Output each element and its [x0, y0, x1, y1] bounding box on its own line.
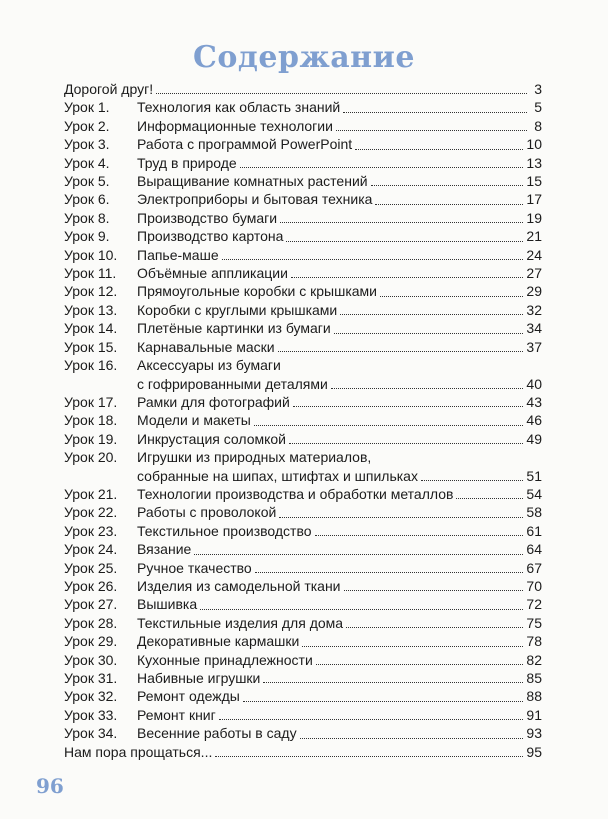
dot-leader: [240, 167, 524, 168]
toc-entry-line: [64, 577, 542, 595]
lesson-title: Папье-маше: [137, 246, 219, 263]
lesson-title: Производство бумаги: [137, 209, 278, 226]
dot-leader: [343, 112, 527, 113]
toc-entry[interactable]: [64, 117, 542, 135]
toc-entry-page: 37: [526, 338, 542, 355]
toc-entry-page: 27: [526, 265, 542, 282]
dot-leader: [286, 241, 523, 242]
toc-entry-page: 3: [534, 81, 542, 97]
toc-entry-line: [64, 522, 542, 540]
lesson-title: Технологии производства и обработки металлов: [137, 485, 454, 502]
dot-leader: [421, 480, 523, 481]
lesson-title: Ремонт одежды: [137, 688, 240, 705]
toc-entry-page: 61: [526, 522, 542, 539]
dot-leader: [355, 149, 523, 150]
toc-entry-line: [64, 540, 542, 558]
toc-entry-page: 64: [526, 541, 542, 558]
toc-entry[interactable]: [64, 98, 542, 116]
dot-leader: [219, 719, 524, 720]
toc-entry-line: [64, 430, 542, 448]
lesson-number: Урок 34.: [64, 725, 118, 742]
toc-entry[interactable]: [64, 448, 542, 485]
dot-leader: [263, 682, 523, 683]
toc-entry-page: 95: [526, 743, 542, 760]
toc-entry-page: 5: [534, 99, 542, 116]
toc-entry-line: [64, 98, 542, 116]
lesson-number: Урок 19.: [64, 430, 118, 447]
lesson-title: Информационные технологии: [137, 117, 333, 134]
lesson-number: Урок 18.: [64, 412, 118, 429]
toc-entry[interactable]: [64, 209, 542, 227]
lesson-number: Урок 29.: [64, 633, 118, 650]
toc-entry[interactable]: [64, 651, 542, 669]
dot-leader: [215, 756, 523, 757]
lesson-number: Урок 13.: [64, 301, 118, 318]
lesson-list: [64, 98, 542, 742]
toc-entry-line: [64, 632, 542, 650]
dot-leader: [200, 609, 523, 610]
dot-leader: [371, 185, 524, 186]
toc-entry-line: [64, 724, 542, 742]
dot-leader: [336, 130, 527, 131]
toc-entry[interactable]: [64, 338, 542, 356]
toc-entry-page: 17: [526, 191, 542, 208]
lesson-number: Урок 12.: [64, 283, 118, 300]
page-title: Содержание: [193, 40, 415, 75]
toc-entry-line: [64, 614, 542, 632]
lesson-number: Урок 20.: [64, 449, 118, 466]
toc-entry[interactable]: [64, 706, 542, 724]
dot-leader: [375, 204, 523, 205]
dot-leader: [291, 277, 524, 278]
toc-entry-page: 58: [526, 504, 542, 521]
lesson-number: Урок 4.: [64, 154, 110, 171]
toc-entry-line: [64, 172, 542, 190]
toc-entry[interactable]: [64, 724, 542, 742]
toc-entry-page: 13: [526, 154, 542, 171]
dot-leader: [315, 535, 524, 536]
toc-entry[interactable]: [64, 135, 542, 153]
toc-entry[interactable]: [64, 264, 542, 282]
lesson-title: Текстильные изделия для дома: [137, 614, 344, 631]
lesson-title: Весенние работы в саду: [137, 725, 297, 742]
toc-entry[interactable]: [64, 227, 542, 245]
lesson-title: Объёмные аппликации: [137, 265, 288, 282]
toc-entry-line: [64, 135, 542, 153]
toc-entry-line: [64, 264, 542, 282]
dot-leader: [280, 222, 523, 223]
toc-entry-page: 8: [534, 117, 542, 134]
toc-entry-page: 78: [526, 633, 542, 650]
dot-leader: [278, 351, 524, 352]
toc-entry-line: [64, 485, 542, 503]
toc-entry-line: [64, 687, 542, 705]
lesson-number: Урок 32.: [64, 688, 118, 705]
toc-entry[interactable]: [64, 282, 542, 300]
dot-leader: [334, 333, 524, 334]
dot-leader: [316, 664, 524, 665]
toc-entry-line: [64, 411, 542, 429]
dot-leader: [302, 646, 523, 647]
lesson-title: Прямоугольные коробки с крышками: [137, 283, 377, 300]
lesson-title: Вязание: [137, 541, 192, 558]
toc-entry-page: 75: [526, 614, 542, 631]
toc-entry-page: 67: [526, 559, 542, 576]
toc-entry[interactable]: [64, 687, 542, 705]
toc-entry-page: 19: [526, 209, 542, 226]
dot-leader: [254, 425, 524, 426]
lesson-number: Урок 23.: [64, 522, 118, 539]
toc-entry-page: 85: [526, 670, 542, 686]
toc-entry-page: 72: [526, 596, 542, 613]
lesson-title: Игрушки из природных материалов,: [137, 449, 372, 466]
toc-entry-page: 10: [526, 136, 542, 153]
toc-entry[interactable]: [64, 522, 542, 540]
dot-leader: [255, 572, 524, 573]
lesson-title: Набивные игрушки: [137, 670, 261, 686]
lesson-title: Работы с проволокой: [137, 504, 277, 521]
lesson-number: Урок 26.: [64, 577, 118, 594]
toc-entry[interactable]: [64, 190, 542, 208]
lesson-number: Урок 11.: [64, 265, 117, 282]
lesson-title: Плетёные картинки из бумаги: [137, 320, 331, 337]
toc-entry[interactable]: [64, 503, 542, 521]
toc-entry[interactable]: [64, 559, 542, 577]
lesson-title: Кухонные принадлежности: [137, 651, 313, 668]
toc-entry-line: [64, 117, 542, 135]
lesson-title: Модели и макеты: [137, 412, 251, 429]
lesson-title: Ручное ткачество: [137, 559, 252, 576]
dot-leader: [340, 314, 523, 315]
lesson-title: Вышивка: [137, 596, 198, 613]
toc-entry-line: [64, 338, 542, 356]
dot-leader: [456, 498, 523, 499]
toc-entry-line: [64, 246, 542, 264]
lesson-title: Работа с программой PowerPoint: [137, 136, 353, 153]
dot-leader: [222, 259, 524, 260]
toc-entry-page: 70: [526, 577, 542, 594]
lesson-number: Урок 2.: [64, 117, 110, 134]
lesson-title: Изделия из самодельной ткани: [137, 577, 341, 594]
lesson-number: Урок 16.: [64, 357, 118, 374]
lesson-title: с гофрированными деталями: [137, 375, 328, 392]
toc-entry-page: 32: [526, 301, 542, 318]
dot-leader: [293, 406, 524, 407]
dot-leader: [380, 296, 523, 297]
toc-entry[interactable]: [64, 577, 542, 595]
toc-entry[interactable]: [64, 154, 542, 172]
lesson-number: Урок 17.: [64, 393, 118, 410]
lesson-title: Текстильное производство: [137, 522, 312, 539]
toc-entry-line: [64, 669, 542, 687]
toc-entry-intro[interactable]: [64, 80, 542, 98]
lesson-number: Урок 31.: [64, 670, 118, 686]
toc-entry-line: [64, 319, 542, 337]
lesson-number: Урок 27.: [64, 596, 118, 613]
lesson-number: Урок 1.: [64, 99, 110, 116]
lesson-number: Урок 28.: [64, 614, 118, 631]
toc-entry-text: Дорогой друг!: [64, 81, 154, 97]
toc-entry-page: 29: [526, 283, 542, 300]
lesson-title: Ремонт книг: [137, 706, 216, 723]
toc-entry[interactable]: [64, 411, 542, 429]
lesson-title: Технология как область знаний: [137, 99, 341, 116]
lesson-number: Урок 10.: [64, 246, 118, 263]
lesson-title: Труд в природе: [137, 154, 237, 171]
toc-entry[interactable]: [64, 430, 542, 448]
toc-entry-line: [64, 651, 542, 669]
toc-entry-text: Нам пора прощаться...: [64, 743, 213, 760]
dot-leader: [279, 517, 523, 518]
toc-entry-page: 51: [526, 467, 542, 484]
lesson-title: Инкрустация соломкой: [137, 430, 287, 447]
toc-entry-line: [64, 375, 542, 393]
lesson-title: Аксессуары из бумаги: [137, 357, 281, 374]
lesson-number: Урок 15.: [64, 338, 118, 355]
toc-entry-page: 21: [526, 228, 542, 245]
toc-entry-line: [64, 154, 542, 172]
lesson-title: Коробки с круглыми крышками: [137, 301, 338, 318]
toc-entry[interactable]: [64, 172, 542, 190]
lesson-title: Рамки для фотографий: [137, 393, 290, 410]
toc-entry-page: 40: [526, 375, 542, 392]
toc-entry-page: 43: [526, 393, 542, 410]
toc-entry-line: [64, 227, 542, 245]
dot-leader: [194, 554, 523, 555]
lesson-number: Урок 3.: [64, 136, 110, 153]
dot-leader: [344, 590, 524, 591]
toc-entry-line: [64, 301, 542, 319]
toc-entry-outro[interactable]: [64, 743, 542, 761]
lesson-title: Выращивание комнатных растений: [137, 173, 368, 190]
lesson-number: Урок 30.: [64, 651, 118, 668]
lesson-number: Урок 6.: [64, 191, 110, 208]
toc-entry[interactable]: [64, 319, 542, 337]
lesson-title: собранные на шипах, штифтах и шпильках: [137, 467, 418, 484]
toc-entry-line: [64, 467, 542, 485]
lesson-title: Карнавальные маски: [137, 338, 275, 355]
lesson-number: Урок 25.: [64, 559, 118, 576]
dot-leader: [243, 701, 524, 702]
lesson-number: Урок 22.: [64, 504, 118, 521]
lesson-title: Электроприборы и бытовая техника: [137, 191, 373, 208]
toc-entry-line: [64, 595, 542, 613]
toc-entry-page: 34: [526, 320, 542, 337]
toc-entry-page: 24: [526, 246, 542, 263]
toc-entry[interactable]: [64, 485, 542, 503]
toc-entry[interactable]: [64, 632, 542, 650]
toc-entry-line: [64, 209, 542, 227]
toc-entry[interactable]: [64, 246, 542, 264]
toc-entry-page: 91: [526, 706, 542, 723]
lesson-number: Урок 24.: [64, 541, 118, 558]
lesson-number: Урок 21.: [64, 485, 118, 502]
toc-entry[interactable]: [64, 540, 542, 558]
toc-entry[interactable]: [64, 356, 542, 393]
toc-entry-page: 49: [526, 430, 542, 447]
toc-entry-line: [64, 393, 542, 411]
toc-entry-page: 93: [526, 725, 542, 742]
toc-entry-page: 88: [526, 688, 542, 705]
toc-entry-page: 15: [526, 173, 542, 190]
dot-leader: [300, 738, 524, 739]
lesson-number: Урок 14.: [64, 320, 118, 337]
toc-entry[interactable]: [64, 301, 542, 319]
lesson-number: Урок 33.: [64, 706, 118, 723]
lesson-number: Урок 9.: [64, 228, 110, 245]
toc-entry-line: [64, 706, 542, 724]
table-of-contents: [64, 80, 542, 761]
toc-entry-line: [64, 503, 542, 521]
dot-leader: [156, 93, 527, 94]
dot-leader: [289, 443, 523, 444]
lesson-title: Производство картона: [137, 228, 284, 245]
toc-entry[interactable]: [64, 595, 542, 613]
lesson-number: Урок 8.: [64, 209, 110, 226]
dot-leader: [331, 388, 524, 389]
toc-entry-page: 46: [526, 412, 542, 429]
lesson-number: Урок 5.: [64, 173, 110, 190]
lesson-title: Декоративные кармашки: [137, 633, 300, 650]
toc-entry-line: [64, 448, 542, 466]
toc-entry-page: 54: [526, 485, 542, 502]
toc-entry[interactable]: [64, 614, 542, 632]
toc-entry-line: [64, 190, 542, 208]
toc-entry-line: [64, 356, 542, 374]
toc-entry-page: 82: [526, 651, 542, 668]
toc-entry-line: [64, 282, 542, 300]
page-number: 96: [36, 774, 64, 798]
toc-entry-line: [64, 559, 542, 577]
toc-entry[interactable]: [64, 669, 542, 687]
dot-leader: [346, 627, 523, 628]
toc-entry[interactable]: [64, 393, 542, 411]
